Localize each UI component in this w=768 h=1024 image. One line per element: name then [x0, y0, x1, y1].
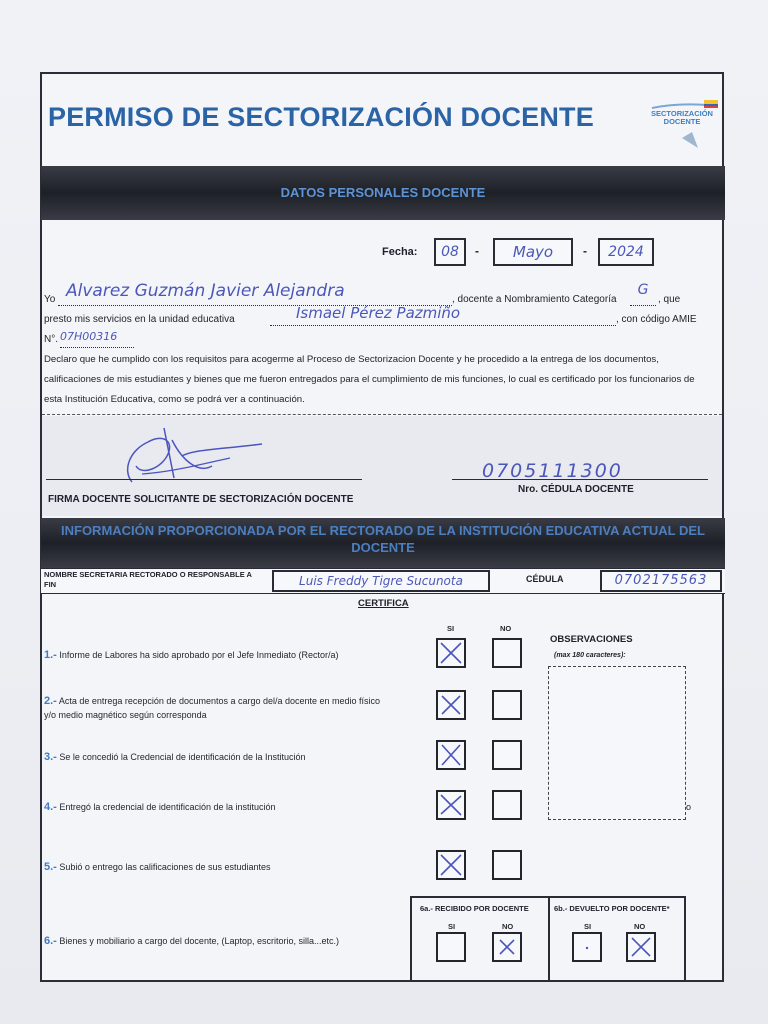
no-header: NO	[500, 624, 512, 633]
item-6a-si-checkbox[interactable]	[436, 932, 466, 962]
fecha-sep-2: -	[583, 244, 587, 258]
stray-mark: o	[686, 802, 692, 812]
handwritten-signature	[102, 420, 272, 496]
section-header-rectorado: INFORMACIÓN PROPORCIONADA POR EL RECTORADO DE LA INSTITUCIÓN EDUCATIVA ACTUAL DEL DOCENTE	[41, 518, 725, 568]
certifica-label: CERTIFICA	[358, 598, 409, 609]
item-2-si-checkbox[interactable]	[436, 690, 466, 720]
observaciones-title: OBSERVACIONES	[550, 634, 633, 645]
item-5-si-checkbox[interactable]	[436, 850, 466, 880]
fecha-sep-1: -	[475, 244, 479, 258]
item-6b-no-checkbox[interactable]	[626, 932, 656, 962]
item-text: Subió o entrego las calificaciones de sus estudiantes	[59, 862, 271, 872]
6a-no-header: NO	[502, 922, 514, 931]
amie-label: , con código AMIE	[616, 314, 697, 325]
fecha-label: Fecha:	[382, 246, 418, 258]
amie-code: 07H00316	[60, 328, 134, 348]
firma-label: FIRMA DOCENTE SOLICITANTE DE SECTORIZACIÓN DOCENTE	[48, 494, 354, 505]
6a-si-header: SI	[448, 922, 456, 931]
logo-text: SECTORIZACIÓN DOCENTE	[651, 109, 713, 126]
item-number: 3.-	[44, 751, 57, 763]
fecha-day: 08	[434, 238, 466, 266]
item-2	[44, 694, 394, 722]
item-number: 5.-	[44, 861, 57, 873]
6b-no-header: NO	[634, 922, 646, 931]
item-3-no-checkbox[interactable]	[492, 740, 522, 770]
item-text: Bienes y mobiliario a cargo del docente, (Laptop, escritorio, silla...etc.)	[59, 936, 339, 946]
fecha-year: 2024	[598, 238, 654, 266]
check-x-icon	[438, 742, 464, 768]
item-text: Entregó la credencial de identificación de la institución	[59, 802, 276, 812]
item-text: Informe de Labores ha sido aprobado por el Jefe Inmediato (Rector/a)	[59, 650, 339, 660]
yo-label: Yo	[44, 294, 56, 305]
item-number: 6.-	[44, 935, 57, 947]
item-5-no-checkbox[interactable]	[492, 850, 522, 880]
item-4-si-checkbox[interactable]	[436, 790, 466, 820]
observaciones-box[interactable]	[548, 666, 686, 820]
item-6b-label: 6b.- DEVUELTO POR DOCENTE*	[554, 904, 670, 913]
check-x-icon	[438, 640, 464, 666]
item-3-si-checkbox[interactable]	[436, 740, 466, 770]
check-x-icon	[628, 934, 654, 960]
item-text: Se le concedió la Credencial de identificación de la Institución	[59, 752, 306, 762]
check-x-icon	[438, 852, 464, 878]
item-1	[44, 648, 424, 662]
secretaria-cedula: 0702175563	[600, 570, 722, 592]
dashed-divider	[42, 414, 722, 415]
numero-label: N°.	[44, 334, 58, 345]
6b-si-header: SI	[584, 922, 592, 931]
sectorizacion-logo	[642, 98, 722, 150]
unidad-label: presto mis servicios en la unidad educativa	[44, 314, 235, 325]
item-number: 4.-	[44, 801, 57, 813]
item-number: 2.-	[44, 695, 57, 707]
unidad-educativa: Ismael Pérez Pazmiño	[270, 304, 616, 326]
item-4-no-checkbox[interactable]	[492, 790, 522, 820]
fecha-month: Mayo	[493, 238, 573, 266]
check-x-icon	[438, 692, 464, 718]
declaration-text: Declaro que he cumplido con los requisitos para acogerme al Proceso de Sectorizacion Docente y he procedido a la entrega de los documentos, calificaciones de mis estudiantes y bienes que me fueron entregados para el cumplimiento de mis funciones, lo cual es certificado por los funcionarios de esta Institución Educativa, como se podrá ver a continuación.	[44, 354, 695, 405]
item-6a-no-checkbox[interactable]	[492, 932, 522, 962]
si-header: SI	[447, 624, 455, 633]
teacher-name: Alvarez Guzmán Javier Alejandra	[58, 280, 452, 306]
item-6	[44, 934, 424, 948]
secretaria-cedula-label: CÉDULA	[526, 574, 564, 584]
item-1-si-checkbox[interactable]	[436, 638, 466, 668]
secretaria-label: NOMBRE SECRETARIA RECTORADO O RESPONSABLE A FIN	[44, 570, 252, 589]
item-6-divider	[548, 896, 550, 982]
check-x-icon	[494, 934, 520, 960]
section-header-personal: DATOS PERSONALES DOCENTE	[41, 166, 725, 220]
item-2-no-checkbox[interactable]	[492, 690, 522, 720]
check-x-icon	[438, 792, 464, 818]
dot-mark-icon	[574, 934, 600, 960]
categoria-value: G	[630, 282, 656, 306]
item-6b-si-checkbox[interactable]	[572, 932, 602, 962]
item-3	[44, 750, 424, 764]
item-6a-label: 6a.- RECIBIDO POR DOCENTE	[420, 904, 529, 913]
item-text: Acta de entrega recepción de documentos a cargo del/a docente en medio físico y/o medio magnético según corresponda	[44, 696, 381, 720]
cedula-line	[452, 479, 708, 480]
cedula-docente-value: 0705111300	[482, 460, 623, 482]
item-4	[44, 800, 424, 814]
cedula-docente-label: Nro. CÉDULA DOCENTE	[518, 484, 634, 495]
form-title: PERMISO DE SECTORIZACIÓN DOCENTE	[48, 102, 594, 132]
categoria-label: , docente a Nombramiento Categoría	[452, 294, 617, 305]
item-5	[44, 860, 424, 874]
signature-line	[46, 479, 362, 480]
item-1-no-checkbox[interactable]	[492, 638, 522, 668]
que-label: , que	[658, 294, 681, 305]
secretaria-name: Luis Freddy Tigre Sucunota	[272, 570, 490, 592]
form-frame	[40, 72, 724, 982]
observaciones-subtitle: (max 180 caracteres):	[554, 652, 626, 659]
item-number: 1.-	[44, 649, 57, 661]
